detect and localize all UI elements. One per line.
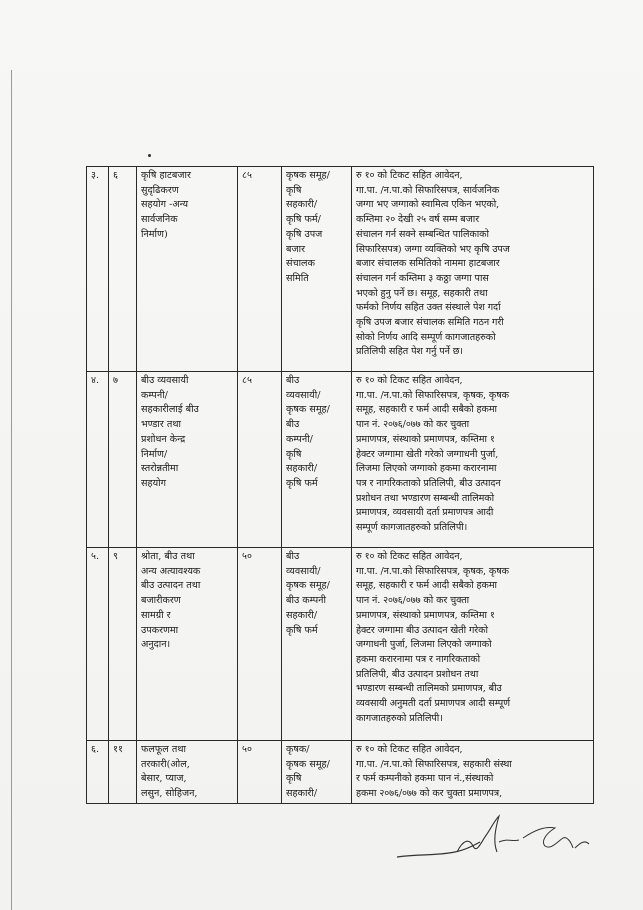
program-code-cell: ६ (109, 167, 137, 372)
program-name-cell: फलफूल तथा तरकारी(ओल, बेसार, प्याज, लसुन, सोहिजन, (137, 741, 238, 804)
required-documents-cell: रु १० को टिकट सहित आवेदन, गा.पा. /न.पा.को सिफारिसपत्र, कृषक, कृषक समूह, सहकारी र फर्म आदी सबैको हकमा पान नं. २०७६/०७७ को कर चुक्ता प्रमाणपत्र, संस्थाको प्रमाणपत्र, कम्तिमा १ हेक्टर जग्गामा बीउ उत्पादन खेती गरेको जग्गाधनी पुर्जा, लिजमा लिएको जग्गाको हकमा करारनामा पत्र र नागरिकताको प्रतिलिपी, बीउ उत्पादन प्रशोधन तथा भण्डारण सम्बन्धी तालिमको प्रमाणपत्र, बीउ व्यवसायी अनुमती दर्ता प्रमाणपत्र आदी सम्पूर्ण कागजातहरुको प्रतिलिपी। (352, 548, 594, 741)
program-name-cell: बीउ व्यवसायी कम्पनी/ सहकारीलाई बीउ भण्डार तथा प्रशोधन केन्द्र निर्माण/ स्तरोन्नतीमा सहयोग (137, 372, 238, 548)
program-code-cell: ९ (109, 548, 137, 741)
amount-cell: ८५ (238, 372, 282, 548)
program-name-cell: श्रोता, बीउ तथा अन्य अत्यावश्यक बीउ उत्पादन तथा बजारीकरण सामग्री र उपकरणमा अनुदान। (137, 548, 238, 741)
serial-number-cell: ४. (87, 372, 109, 548)
table-row (87, 167, 594, 372)
subsidy-requirements-table (86, 166, 594, 804)
program-name-cell: कृषि हाटबजार सुदृढिकरण सहयोग -अन्य सार्वजनिक निर्माण) (137, 167, 238, 372)
required-documents-cell: रु १० को टिकट सहित आवेदन, गा.पा. /न.पा.को सिफारिसपत्र, कृषक, कृषक समूह, सहकारी र फर्म आदी सबैको हकमा पान नं. २०७६/०७७ को कर चुक्ता प्रमाणपत्र, संस्थाको प्रमाणपत्र, कम्तिमा १ हेक्टर जग्गामा खेती गरेको जग्गाधनी पुर्जा, लिजमा लिएको जग्गाको हकमा करारनामा पत्र र नागरिकताको प्रतिलिपी, बीउ उत्पादन प्रशोधन तथा भण्डारण सम्बन्धी तालिमको प्रमाणपत्र, व्यवसायी दर्ता प्रमाणपत्र आदी सम्पूर्ण कागजातहरुको प्रतिलिपी। (352, 372, 594, 548)
amount-cell: ५० (238, 548, 282, 741)
eligible-groups-cell: कृषक/ कृषक समूह/ कृषि सहकारी/ (282, 741, 352, 804)
required-documents-cell: रु १० को टिकट सहित आवेदन, गा.पा. /न.पा.को सिफारिसपत्र, सहकारी संस्था र फर्म कम्पनीको हकमा पान नं.,संस्थाको हकमा २०७६/०७७ को कर चुक्ता प्रमाणपत्र, (352, 741, 594, 804)
amount-cell: ५० (238, 741, 282, 804)
table-row (87, 741, 594, 804)
scan-speck (148, 154, 151, 157)
required-documents-cell: रु १० को टिकट सहित आवेदन, गा.पा. /न.पा.को सिफारिसपत्र, सार्वजनिक जग्गा भए जग्गाको स्वामित्व एकिन भएको, कम्तिमा २० देखी २५ वर्ष सम्म बजार संचालन गर्न सक्ने सम्बन्धित पालिकाको सिफारिसपत्र) जग्गा व्यक्तिको भए कृषि उपज बजार संचालक समितिको नाममा हाटबजार संचालन गर्न कम्तिमा ३ कठ्ठा जग्गा पास भएको हुनु पर्ने छ। समूह, सहकारी तथा फर्मको निर्णय सहित उक्त संस्थाले पेश गर्दा कृषि उपज बजार संचालक समिति गठन गरी सोको निर्णय आदि सम्पूर्ण कागजातहरुको प्रतिलिपी सहित पेश गर्नु पर्ने छ। (352, 167, 594, 372)
eligible-groups-cell: बीउ व्यवसायी/ कृषक समूह/ बीउ कम्पनी/ कृषि सहकारी/ कृषि फर्म (282, 372, 352, 548)
table-row (87, 548, 594, 741)
program-code-cell: ११ (109, 741, 137, 804)
table-row (87, 372, 594, 548)
serial-number-cell: ३. (87, 167, 109, 372)
serial-number-cell: ६. (87, 741, 109, 804)
program-code-cell: ७ (109, 372, 137, 548)
scan-margin-line (11, 70, 12, 910)
eligible-groups-cell: कृषक समूह/ कृषि सहकारी/ कृषि फर्म/ कृषि उपज बजार संचालक समिति (282, 167, 352, 372)
serial-number-cell: ५. (87, 548, 109, 741)
signature-mark (395, 812, 595, 882)
eligible-groups-cell: बीउ व्यवसायी/ कृषक समूह/ बीउ कम्पनी सहकारी/ कृषि फर्म (282, 548, 352, 741)
amount-cell: ८५ (238, 167, 282, 372)
